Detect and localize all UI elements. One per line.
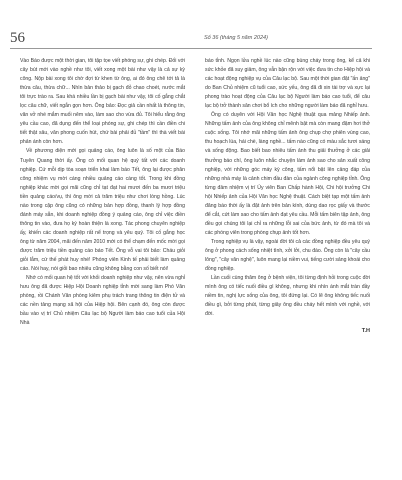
article-left-column <box>20 57 185 328</box>
author-signature: T.H <box>361 328 370 335</box>
paragraph: Ông có duyên với Hội Văn học Nghệ thuật qua mảng Nhiếp ảnh. Những tấm ảnh của ông không chỉ mênh bật mà còn mang đậm hơi thở cuộc sống. Tôi nhớ mãi những tấm ảnh ông chụp chợ phiên vùng cao, thu hoạch lúa, hái chè, làng nghề... tấm nào cũng có màu sắc tươi sáng và sống động. Bao biết bao nhiêu tấm ảnh thu giải thưởng ở các giải thưởng báo chí, ông luôn nhắc chuyện làm ảnh sao cho sản xuất công nghiệp, với những góc máy kỳ công, tấm nổi bật lên cảng đáp của những nhà máy là cảnh chim đầu đàn của ngành công nghiệp tỉnh. Ông từng đảm nhiệm vị trí Ủy viên Ban Chấp hành Hội, Chi hội trưởng Chi hội Nhiếp ảnh của Hội Văn học Nghệ thuật. Cách biệt tạp một tấm ảnh đăng báo thời ấy là đặt ảnh trên bản kính, dùng dao rọc giấy và thước để cắt, cứt làm sao cho tấm ảnh đạt yêu cầu. Mỗi tấm biên tập ảnh, ông đều gọi chúng tôi lại chỉ ra những lỗi sai của bức ảnh, từ đó mà tôi và các phóng viên trong phòng chụp ảnh tốt hơn. <box>205 112 370 236</box>
paragraph: Trong nghiệp vụ là vậy, ngoài đời tôi cả các đồng nghiệp đều yêu quý ông ở phong cách sống nhiệt tình, xởi lởi, chu đáo. Ông còn là "cây cầu lông", "cây văn nghệ", luôn mang lại niềm vui, tiếng cười sảng khoái cho đồng nghiệp. <box>205 238 370 273</box>
paragraph: báo tỉnh. Ngọn lửa nghề lúc nào cũng bùng cháy trong ông, kể cả khi sức khỏe đã suy giảm, ông vẫn bận rộn với việc đưa tin cho Hiệp hội và các hoạt động nghiệp vụ của Câu lạc bộ. Sau một thời gian đặt "ấn ảng" do Ban Chủ nhiệm cũ tuổi cao, sức yếu, ông đã đi xin tài trợ và xực lại phong trào hoạt động của Câu lạc bộ Người làm báo cao tuổi, để câu lạc bộ trở thành sân chơi bổ ích cho những người làm báo đã nghỉ hưu. <box>205 58 370 110</box>
paragraph: Nhớ có mối quan hệ tốt với khối doanh nghiệp như vậy, nên vừa nghỉ hưu ông đã được Hiệp Hội Doanh nghiệp tỉnh mời sang làm Phó Văn phòng, rồi Chánh Văn phòng kiêm phụ trách trang thông tin điện tử và các nền tảng mạng xã hội của Hiệp hội. Bên cạnh đó, ông còn được bầu vào vị trí Chủ nhiệm Câu lạc bộ Người làm báo cao tuổi của Hội Nhà <box>20 275 185 327</box>
article-right-column <box>205 57 370 336</box>
paragraph: Về phương diện mới gọi quảng cáo, ông luôn là số một của Báo Tuyên Quang thời ấy. Ông có mối quan hệ quý tất với các doanh nghiệp. Cứ mỗi dịp tòa soạn triển khai làm báo Tết, ông lại được phân công nhiệm vụ mời cáng nhiều quảng cáo càng tốt. Trong khi đồng nghiệp khác mời gọi mãi cũng chỉ tạt đạt hai mươi đến ba mươi triệu tiền quảng cáo/vụ, thì ông mời cả trăm triệu như chơi lòng hồng. Lúc nào trong cặp ông cũng có những bản hợp đồng, thanh lý hợp đồng đánh máy sẵn, khi doanh nghiệp đồng ý quảng cáo, ông chỉ việc điền thông tin vào, đưa họ ký hoàn thiện là xong. Tác phong chuyên nghiệp ấy, khiến các doanh nghiệp rất nể trọng và yêu quý. Tôi cố gắng học ông từ năm 2004, mãi đến năm 2010 mới có thể chạm đến mốc mời gọi được trăm triệu tiền quảng cáo báo Tết. Ông vỗ vai tôi bảo: Cháu giỏi giỏi lắm, cứ thế phát huy nhé! Phóng viên Kinh tế phải biết làm quảng cáo. Nói hay, nói giỏi bao nhiêu cũng không bằng con số biết nói! <box>20 148 185 273</box>
page-number: 56 <box>10 30 25 46</box>
paragraph: Vào Báo được một thời gian, tôi tập tọe viết phóng sự, ghi chép. Đối với cây bút mới vào nghề như tôi, viết xong một bài như vậy là cả sự kỳ công. Nộp bài xong tôi chờ đợi từ khen từ ông, ai đó ông chê tới tả là thừa câu, thừa chữ... Nhìn bản thảo bị gạch đỏ chao choét, nước mắt tôi trực trào ra. Sau khá nhiều lần bị gạch bài như vậy, tôi cố gắng chắt lọc câu chữ, viết ngắn gọn hơn. Ông bảo: Đọc giả cần nhất là thông tin, văn vở nhé mắm muối nêm vào, làm sao cho vừa đủ. Tôi hiểu rằng ông yêu cầu cao, đã dụng đến thể loại phóng sự, ghi chép thì cần điền chi tiết thật sâu, văn phong cuốn hút, chứ bài phải đủ "tầm" thì thà viết bài phản ánh còn hơn. <box>20 58 185 146</box>
issue-label: Số 36 (tháng 5 năm 2024) <box>204 35 268 41</box>
header-divider <box>10 48 372 49</box>
paragraph: Lần cuối cùng thăm ông ở bệnh viện, tôi từng định hỏi trong cuộc đời mình ông có tiếc nuối điều gì không, nhưng khi nhìn ánh mắt tràn đầy niềm tin, nghị lực sống của ông, tôi đứng lại. Có lẽ ông không tiếc nuối điều gì, bởi từng phút, từng giây ông đều cháy hết mình với nghề, với đời. <box>205 275 370 318</box>
